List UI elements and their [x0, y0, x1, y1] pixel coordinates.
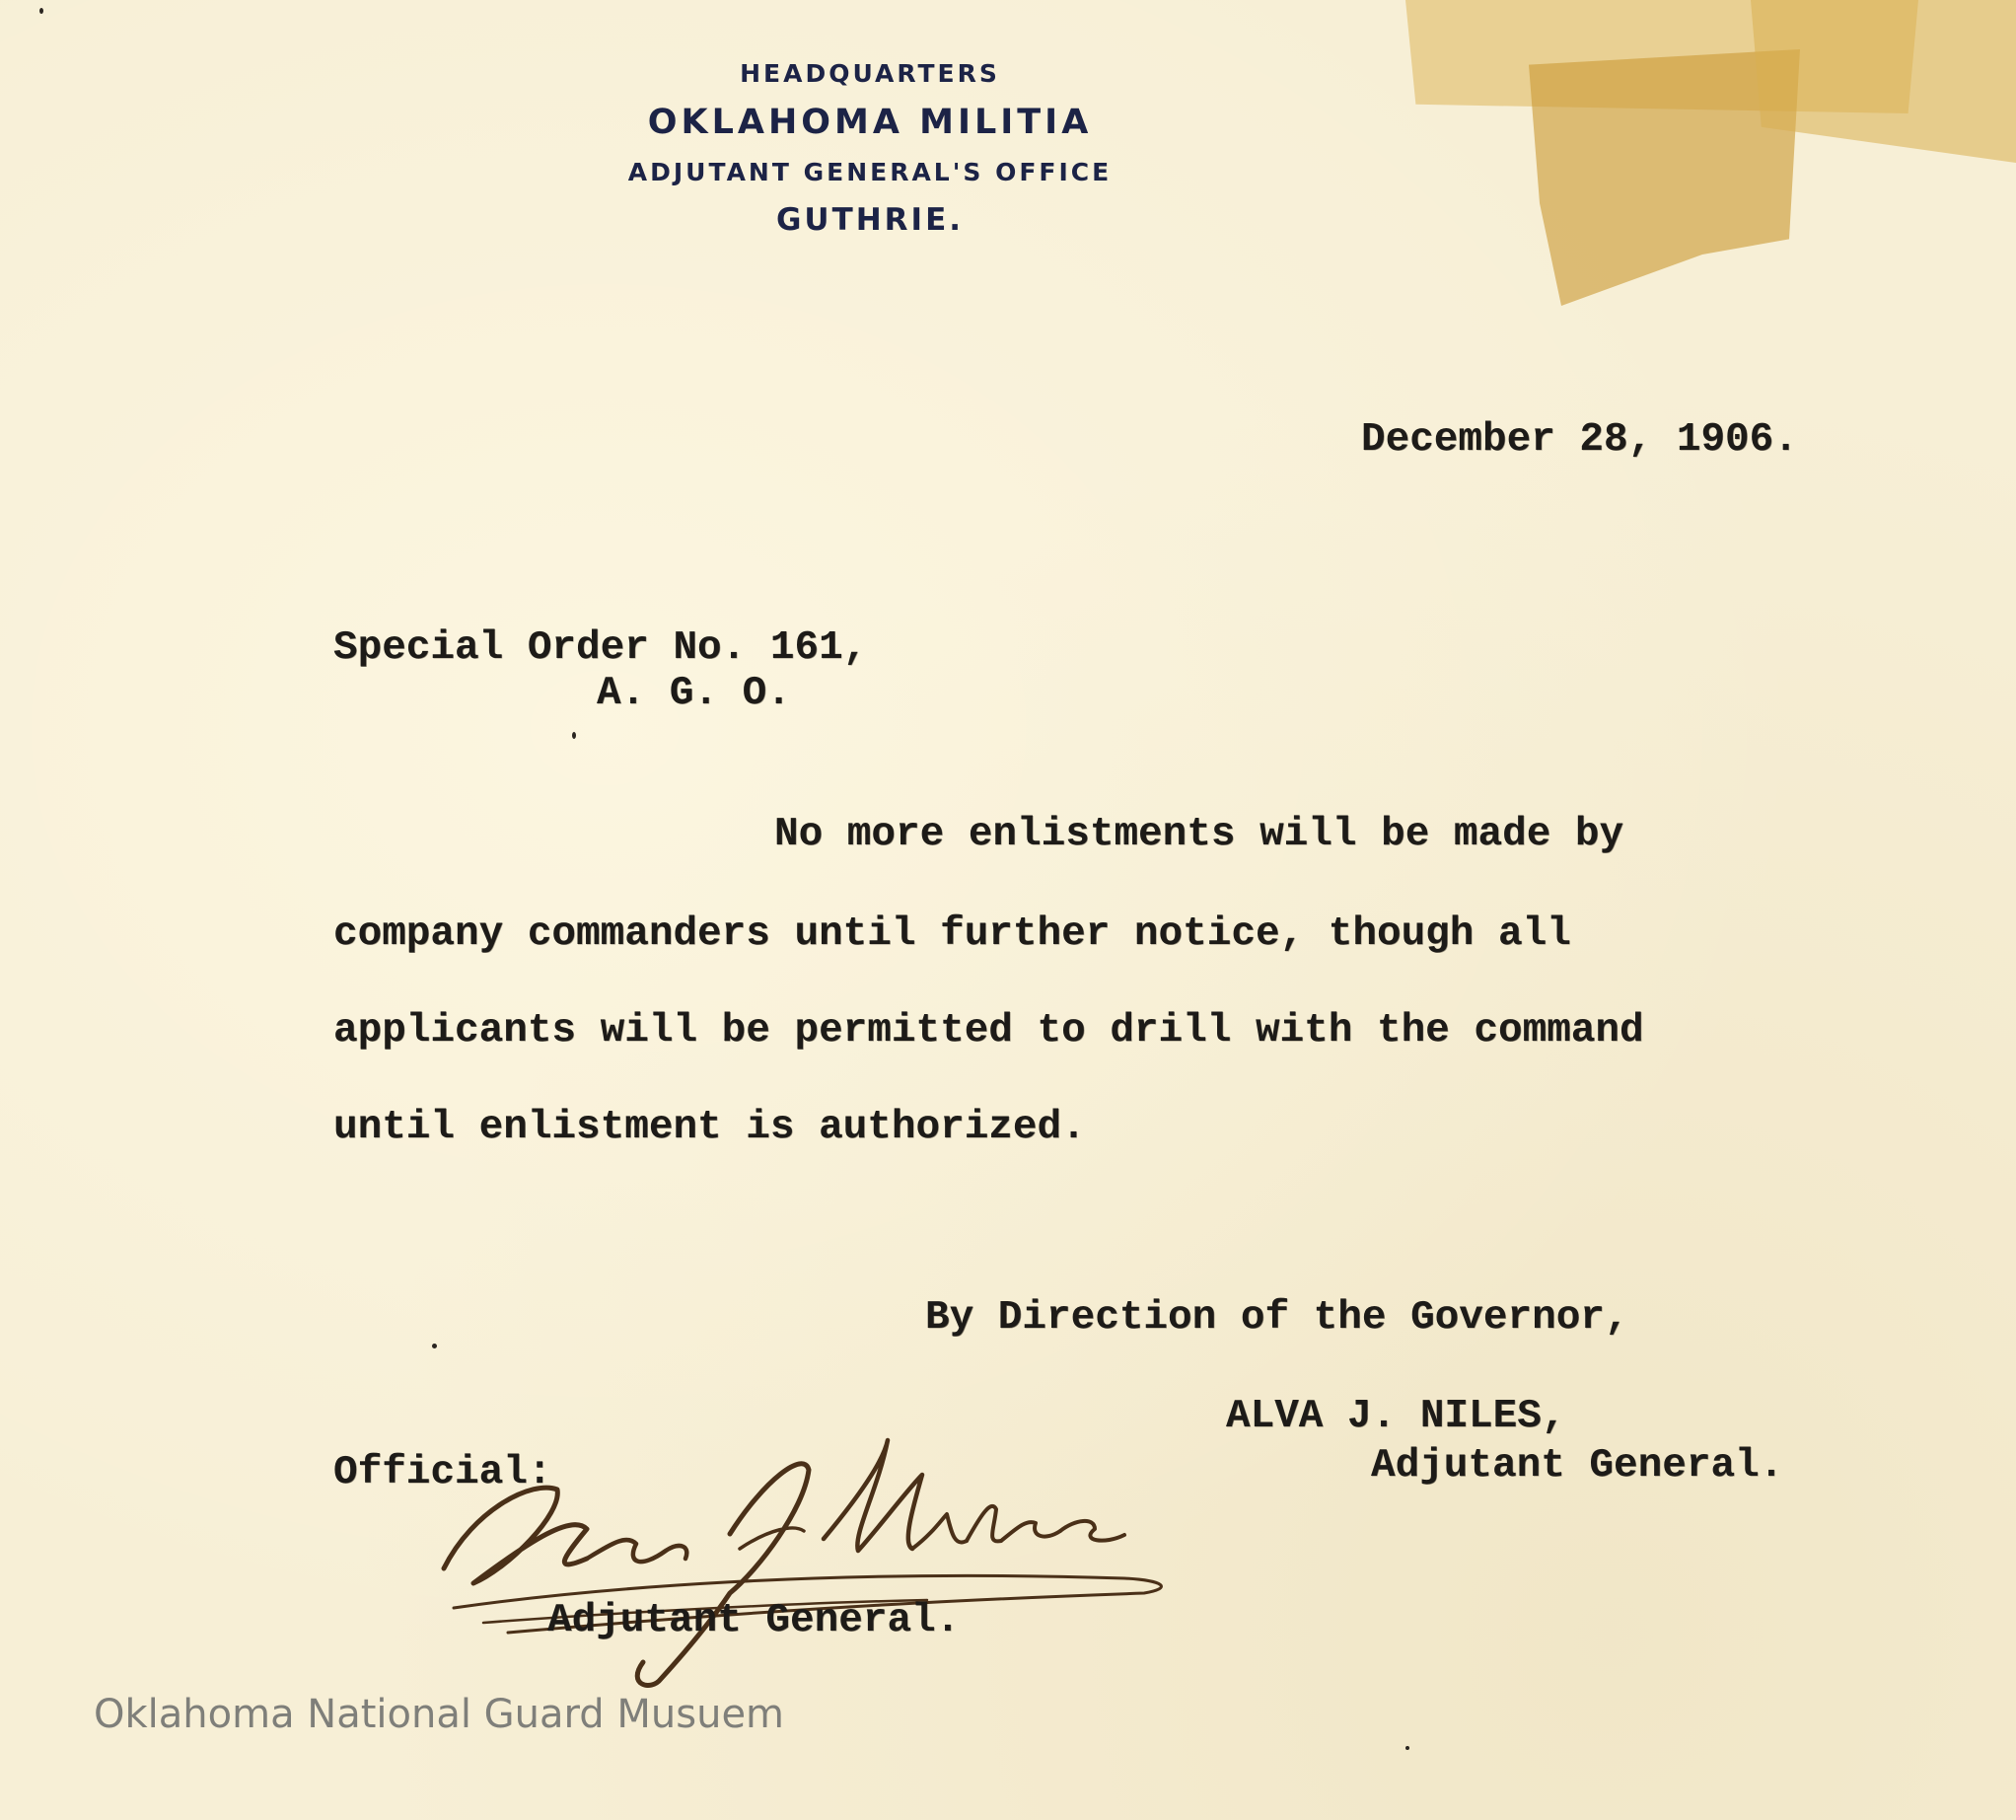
body-line: applicants will be permitted to drill with the command [333, 1008, 1644, 1054]
ink-speck [572, 732, 576, 739]
ink-speck [1405, 1746, 1409, 1750]
signer-title: Adjutant General. [1371, 1443, 1784, 1489]
ink-speck [39, 8, 43, 14]
signer-name: ALVA J. NILES, [1226, 1394, 1566, 1439]
order-number: Special Order No. 161, [333, 625, 868, 671]
order-office: A. G. O. [597, 671, 791, 716]
letterhead-office: ADJUTANT GENERAL'S OFFICE [627, 158, 1113, 186]
closing-direction: By Direction of the Governor, [925, 1295, 1629, 1341]
watermark-text: Oklahoma National Guard Musuem [94, 1692, 785, 1737]
letterhead-city: GUTHRIE. [775, 202, 965, 238]
official-label: Official: [333, 1450, 552, 1495]
official-title: Adjutant General. [547, 1598, 961, 1643]
body-line: until enlistment is authorized. [333, 1105, 1086, 1150]
letterhead-headquarters: HEADQUARTERS [740, 59, 1000, 88]
body-line: No more enlistments will be made by [774, 812, 1624, 857]
document-date: December 28, 1906. [1361, 417, 1798, 463]
ink-speck [432, 1344, 437, 1348]
handwritten-signature [414, 1420, 1184, 1697]
body-line: company commanders until further notice, though all [333, 911, 1571, 957]
letterhead-organization: OKLAHOMA MILITIA [647, 103, 1093, 142]
